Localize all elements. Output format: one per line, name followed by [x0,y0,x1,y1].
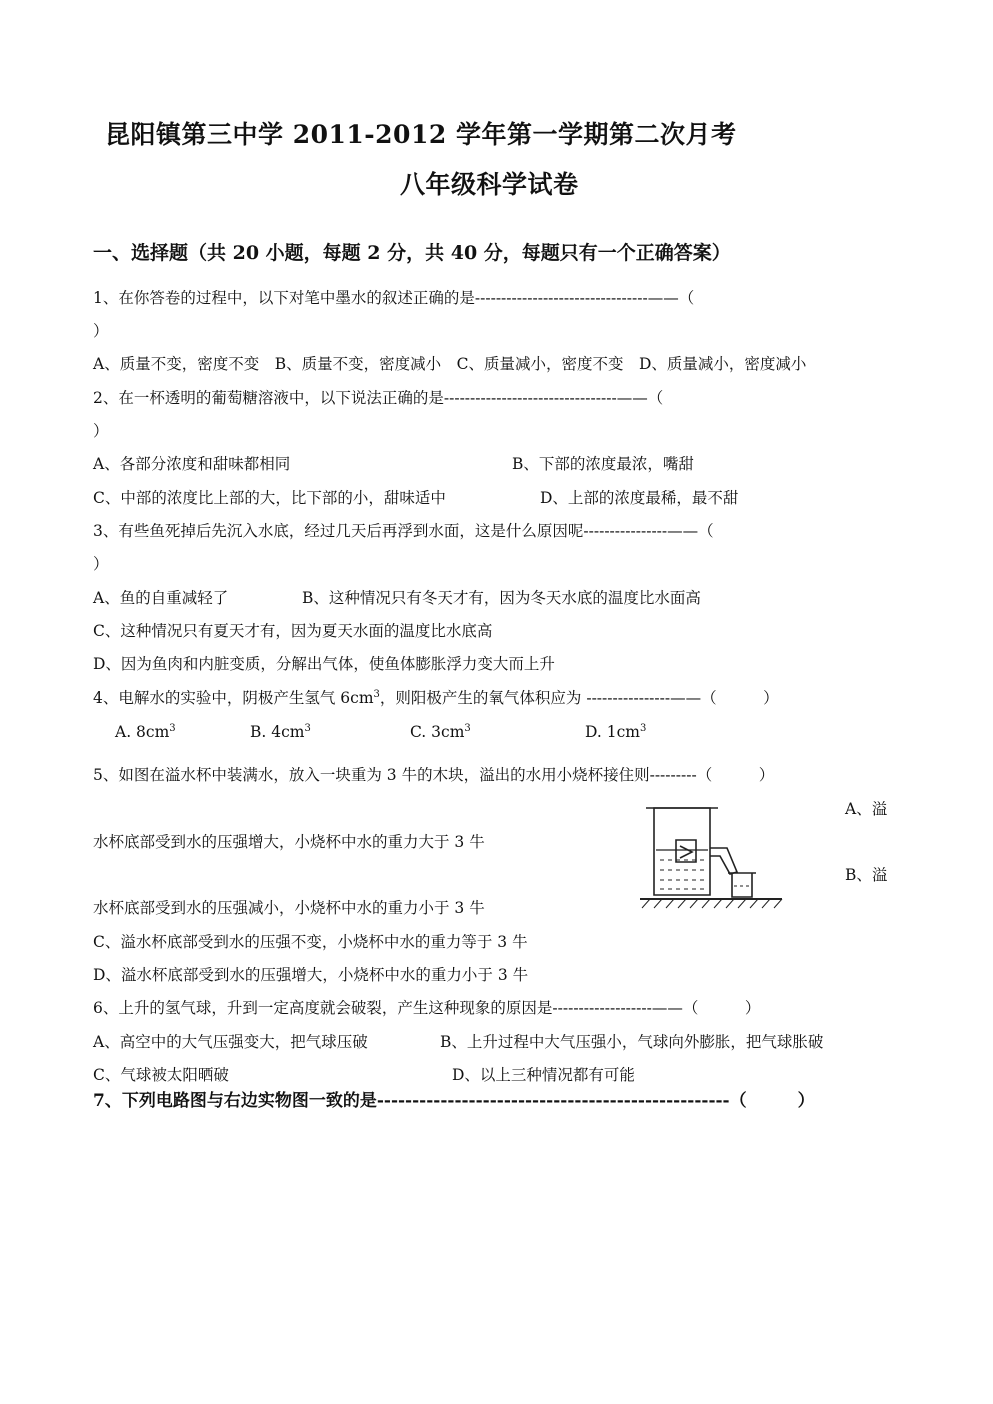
question-3-option-d: D、因为鱼肉和内脏变质，分解出气体，使鱼体膨胀浮力变大而上升 [93,655,555,673]
question-5-option-a-tail: 水杯底部受到水的压强增大，小烧杯中水的重力大于 3 牛 [93,833,485,851]
water-hatching [660,860,706,889]
question-4-option-a: A. $8cm^3$ [115,723,176,741]
question-5-option-b-tail: 水杯底部受到水的压强减小，小烧杯中水的重力小于 3 牛 [93,899,485,917]
superscript-3: 3 [373,689,380,700]
question-6-stem: 6、上升的氢气球，升到一定高度就会破裂，产生这种现象的原因是-------------------——（ ） [93,999,761,1017]
question-3-option-b: B、这种情况只有冬天才有，因为冬天水底的温度比水面高 [302,589,701,607]
question-4-option-d: D. $1cm^3$ [585,723,647,741]
question-4-option-b: B. $4cm^3$ [250,723,311,741]
question-5-option-b-head: B、溢 [845,866,888,884]
question-4-stem-text: 4、电解水的实验中，阴极产生氢气 6cm [93,689,374,707]
question-5-stem: 5、如图在溢水杯中装满水，放入一块重为 3 牛的木块，溢出的水用小烧杯接住则---------（ ） [93,766,775,784]
question-2-option-d: D、上部的浓度最稀，最不甜 [540,489,739,507]
question-2-stem: 2、在一杯透明的葡萄糖溶液中，以下说法正确的是---------------------------------——（ [93,389,664,407]
question-7-stem: 7、下列电路图与右边实物图一致的是--------------------------------------------------（ ） [93,1091,815,1111]
question-4-stem [93,688,779,711]
question-1-bracket: ） [93,322,109,340]
question-1-options: A、质量不变，密度不变 B、质量不变，密度减小 C、质量减小，密度不变 D、质量减小，密度减小 [93,355,807,373]
question-6-option-b: B、上升过程中大气压强小，气球向外膨胀，把气球胀破 [440,1033,824,1051]
question-3-option-c: C、这种情况只有夏天才有，因为夏天水面的温度比水底高 [93,622,493,640]
question-2-bracket: ） [93,422,109,440]
overflow-cup [654,808,710,895]
question-3-bracket: ） [93,555,109,573]
question-3-stem: 3、有些鱼死掉后先沉入水底，经过几天后再浮到水面，这是什么原因呢----------------——（ [93,522,714,540]
question-6-option-c: C、气球被太阳晒破 [93,1066,229,1084]
section-heading: 一、选择题（共 20 小题，每题 2 分，共 40 分，每题只有一个正确答案） [93,242,731,264]
question-5-option-c: C、溢水杯底部受到水的压强不变，小烧杯中水的重力等于 3 牛 [93,933,528,951]
question-5-option-a-head: A、溢 [845,800,888,818]
exam-title: 昆阳镇第三中学 2011-2012 学年第一学期第二次月考 [105,120,737,149]
question-3-option-a: A、鱼的自重减轻了 [93,589,229,607]
spout [710,848,737,874]
question-2-option-b: B、下部的浓度最浓，嘴甜 [512,455,694,473]
question-6-option-d: D、以上三种情况都有可能 [452,1066,635,1084]
question-2-option-c: C、中部的浓度比上部的大，比下部的小，甜味适中 [93,489,446,507]
question-4-stem-tail: ，则阳极产生的氧气体积应为 ----------------——（ ） [379,689,779,707]
ground-hatching [642,899,782,908]
overflow-cup-figure [632,800,832,918]
question-5-option-d: D、溢水杯底部受到水的压强增大，小烧杯中水的重力小于 3 牛 [93,966,529,984]
question-6-option-a: A、高空中的大气压强变大，把气球压破 [93,1033,368,1051]
question-4-option-c: C. $3cm^3$ [410,723,471,741]
exam-subtitle: 八年级科学试卷 [400,170,579,199]
small-beaker [732,873,752,897]
question-1-stem: 1、在你答卷的过程中，以下对笔中墨水的叙述正确的是---------------------------------——（ [93,289,695,307]
wood-block [676,840,696,862]
question-2-option-a: A、各部分浓度和甜味都相同 [93,455,291,473]
